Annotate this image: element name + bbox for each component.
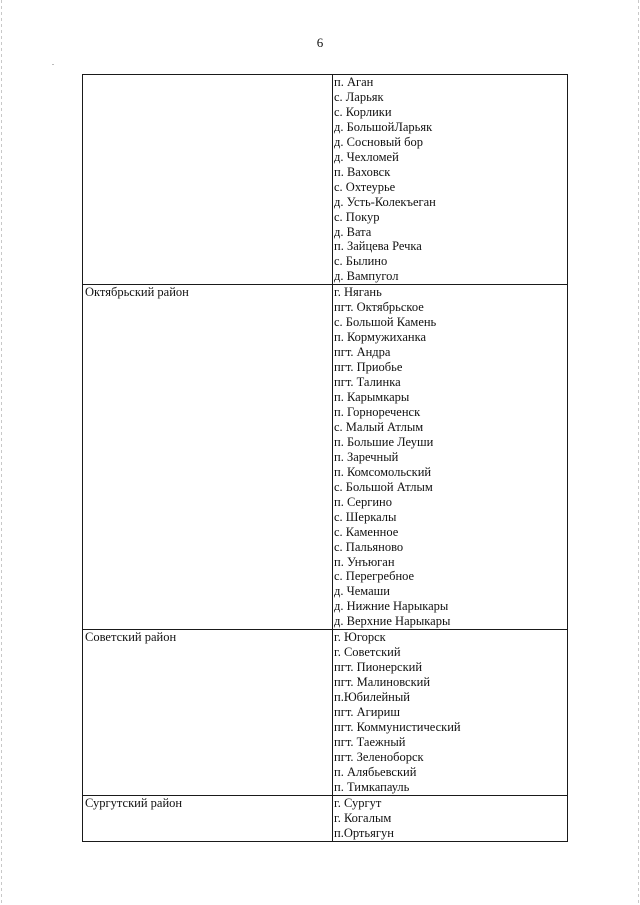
settlement-item: д. Чемаши bbox=[334, 584, 390, 599]
scan-edge-right bbox=[638, 0, 639, 905]
settlement-item: пгт. Малиновский bbox=[334, 675, 431, 690]
settlement-item: пгт. Пионерский bbox=[334, 660, 423, 675]
settlement-item: г. Когалым bbox=[334, 810, 392, 825]
settlement-item: п. Тимкапауль bbox=[334, 779, 410, 794]
scan-edge-left bbox=[1, 0, 2, 905]
settlement-item: пгт. Андра bbox=[334, 345, 391, 360]
settlement-item: п.Ортьягун bbox=[334, 825, 394, 840]
settlement-item: п. Кормужиханка bbox=[334, 330, 427, 345]
district-cell bbox=[83, 75, 333, 285]
settlement-item: пгт. Октябрьское bbox=[334, 300, 424, 315]
settlement-item: д. Вампугол bbox=[334, 269, 399, 284]
district-cell: Октябрьский район bbox=[83, 285, 333, 630]
settlement-item: п. Зайцева Речка bbox=[334, 239, 422, 254]
settlement-item: с. Большой Камень bbox=[334, 315, 437, 330]
settlement-item: д. БольшойЛарьяк bbox=[334, 119, 433, 134]
scan-speck bbox=[52, 64, 54, 65]
settlement-item: г. Сургут bbox=[334, 795, 382, 810]
settlement-item: п. Комсомольский bbox=[334, 464, 432, 479]
settlement-item: п. Сергино bbox=[334, 494, 392, 509]
settlement-item: д. Чехломей bbox=[334, 149, 399, 164]
settlement-item: д. Усть-Колекъеган bbox=[334, 194, 436, 209]
table-row bbox=[83, 285, 568, 630]
district-cell: Советский район bbox=[83, 630, 333, 795]
settlements-cell bbox=[333, 75, 568, 285]
settlement-item: п. Алябьевский bbox=[334, 764, 417, 779]
settlement-item: с. Перегребное bbox=[334, 569, 415, 584]
settlement-item: с. Большой Атлым bbox=[334, 479, 433, 494]
settlement-item: д. Сосновый бор bbox=[334, 134, 423, 149]
settlement-item: г. Советский bbox=[334, 645, 401, 660]
settlement-item: с. Корлики bbox=[334, 104, 392, 119]
settlement-item: г. Югорск bbox=[334, 630, 386, 645]
settlement-item: пгт. Зеленоборск bbox=[334, 749, 424, 764]
settlements-cell bbox=[333, 795, 568, 841]
settlement-item: п. Горнореченск bbox=[334, 404, 421, 419]
settlement-item: пгт. Приобье bbox=[334, 360, 403, 375]
settlement-item: пгт. Агириш bbox=[334, 705, 400, 720]
settlement-item: с. Охтеурье bbox=[334, 179, 396, 194]
settlement-item: п. Заречный bbox=[334, 449, 399, 464]
settlement-item: п. Аган bbox=[334, 75, 374, 89]
table-row bbox=[83, 75, 568, 285]
settlement-item: п. Карымкары bbox=[334, 390, 410, 405]
settlement-item: д. Верхние Нарыкары bbox=[334, 614, 451, 629]
settlement-item: д. Нижние Нарыкары bbox=[334, 599, 449, 614]
district-cell: Сургутский район bbox=[83, 795, 333, 841]
settlements-cell bbox=[333, 285, 568, 630]
settlement-item: с. Пальяново bbox=[334, 539, 404, 554]
settlement-item: п. Ваховск bbox=[334, 164, 391, 179]
settlement-item: пгт. Коммунистический bbox=[334, 719, 461, 734]
settlement-item: п. Унъюган bbox=[334, 554, 395, 569]
settlement-item: с. Покур bbox=[334, 209, 380, 224]
settlement-item: п. Большие Леуши bbox=[334, 434, 434, 449]
settlements-cell bbox=[333, 630, 568, 795]
settlement-item: с. Былино bbox=[334, 254, 388, 269]
settlement-item: д. Вата bbox=[334, 224, 372, 239]
settlements-table bbox=[82, 74, 568, 842]
settlement-item: с. Шеркалы bbox=[334, 509, 397, 524]
settlement-item: с. Каменное bbox=[334, 524, 399, 539]
settlement-item: с. Ларьяк bbox=[334, 89, 384, 104]
settlement-item: с. Малый Атлым bbox=[334, 419, 424, 434]
table-row bbox=[83, 630, 568, 795]
settlement-item: пгт. Талинка bbox=[334, 375, 401, 390]
settlement-item: пгт. Таежный bbox=[334, 734, 406, 749]
page-number: 6 bbox=[316, 35, 324, 50]
table-row bbox=[83, 795, 568, 841]
settlement-item: п.Юбилейный bbox=[334, 690, 410, 705]
settlements-table-body bbox=[83, 75, 568, 842]
settlement-item: г. Нягань bbox=[334, 285, 382, 300]
